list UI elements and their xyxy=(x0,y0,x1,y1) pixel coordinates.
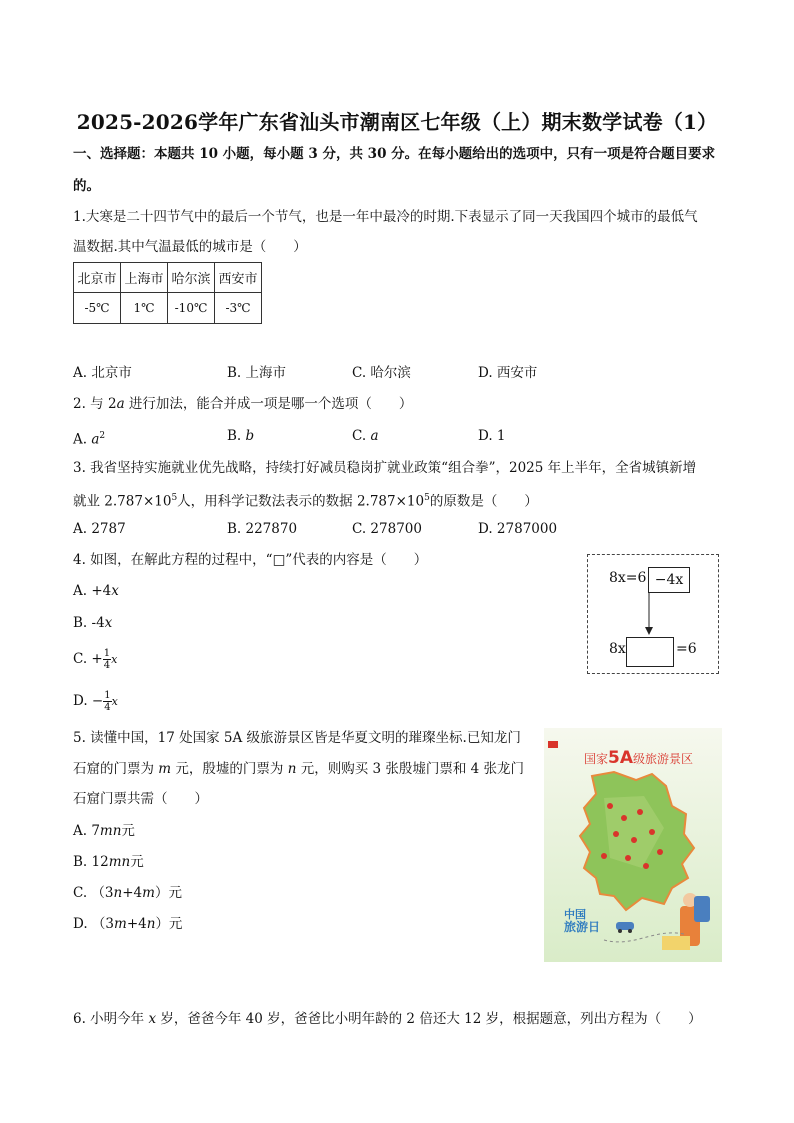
equation-transform-diagram xyxy=(587,554,719,674)
q2-option-d[interactable]: D. 1 xyxy=(478,428,506,444)
q2-option-b[interactable]: B. b xyxy=(227,428,255,444)
q1-option-b[interactable]: B. 上海市 xyxy=(227,365,287,381)
tourism-day-label: 中国 旅游日 xyxy=(564,908,601,934)
section-header-line1: 一、选择题：本题共 10 小题，每小题 3 分，共 30 分。在每小题给出的选项中，只有一项是符合题目要求 xyxy=(73,146,716,162)
table-header-cell: 哈尔滨 xyxy=(168,263,215,293)
q2-option-a[interactable]: A. $a^2$ xyxy=(73,431,106,448)
table-header-cell: 北京市 xyxy=(74,263,121,293)
q1-option-c[interactable]: C. 哈尔滨 xyxy=(352,365,411,381)
section-header-line2: 的。 xyxy=(73,178,100,194)
arrow-down-icon xyxy=(643,593,663,637)
table-value-cell: -10℃ xyxy=(168,293,215,324)
q3-stem-line2: 就业 $2.787\times 10^5$人，用科学记数法表示的数据 $2.787\times 10^5$的原数是（ ） xyxy=(73,493,538,510)
q1-stem-line2: 温数据.其中气温最低的城市是（ ） xyxy=(73,239,307,255)
q5-option-b[interactable]: B. 12mn元 xyxy=(73,854,144,870)
q4-option-c[interactable]: C. + $\frac{1}{4}$ x xyxy=(73,648,118,671)
q1-option-d[interactable]: D. 西安市 xyxy=(478,365,538,381)
diagram-bottom-left: 8x xyxy=(609,641,626,657)
q5-option-a[interactable]: A. 7mn元 xyxy=(73,823,135,839)
fraction-one-quarter: $\frac{1}{4}$ xyxy=(104,690,111,713)
q5-stem-line1: 5. 读懂中国，17 处国家 5A 级旅游景区皆是华夏文明的璀璨坐标.已知龙门 xyxy=(73,730,521,746)
poster-heading: 国家5A级旅游景区 xyxy=(584,748,694,768)
q5-option-c[interactable]: C. （3n+4m）元 xyxy=(73,885,182,901)
q5-stem-line3: 石窟门票共需（ ） xyxy=(73,791,208,807)
q6-stem: 6. 小明今年 x 岁，爸爸今年 40 岁，爸爸比小明年龄的 2 倍还大 12 岁，根据题意，列出方程为（ ） xyxy=(73,1011,702,1027)
q4-stem: 4. 如图，在解此方程的过程中，“□”代表的内容是（ ） xyxy=(73,552,428,568)
q4-option-a[interactable]: A. +4x xyxy=(73,583,119,599)
q1-option-a[interactable]: A. 北京市 xyxy=(73,365,132,381)
table-value-cell: -3℃ xyxy=(215,293,262,324)
q1-stem-line1: 1.大寒是二十四节气中的最后一个节气，也是一年中最冷的时期.下表显示了同一天我国四个城市的最低气 xyxy=(73,209,698,225)
q4-option-b[interactable]: B. -4x xyxy=(73,615,113,631)
exam-title: 2025-2026学年广东省汕头市潮南区七年级（上）期末数学试卷（1） xyxy=(76,110,718,134)
q3-option-b[interactable]: B. 227870 xyxy=(227,521,298,537)
car-icon xyxy=(616,922,634,930)
q5-option-d[interactable]: D. （3m+4n）元 xyxy=(73,916,183,932)
diagram-blank-box xyxy=(626,637,674,667)
table-value-cell: -5℃ xyxy=(74,293,121,324)
q3-option-c[interactable]: C. 278700 xyxy=(352,521,422,537)
q3-option-d[interactable]: D. 2787000 xyxy=(478,521,558,537)
diagram-bottom-right: =6 xyxy=(676,641,697,657)
q3-option-a[interactable]: A. 2787 xyxy=(73,521,126,537)
brand-logo-icon xyxy=(548,741,558,748)
diagram-top-box: −4x xyxy=(648,567,690,593)
q2-stem: 2. 与 2a 进行加法，能合并成一项是哪一个选项（ ） xyxy=(73,396,413,412)
q5-stem-line2: 石窟的门票为 m 元，殷墟的门票为 n 元，则购买 3 张殷墟门票和 4 张龙门 xyxy=(73,761,525,777)
diagram-top-equation: 8x=6 xyxy=(609,570,647,586)
table-header-cell: 西安市 xyxy=(215,263,262,293)
tourism-poster-image xyxy=(544,728,722,962)
table-value-cell: 1℃ xyxy=(121,293,168,324)
table-header-cell: 上海市 xyxy=(121,263,168,293)
temperature-table xyxy=(73,262,262,324)
fraction-one-quarter: $\frac{1}{4}$ xyxy=(103,648,111,671)
q4-option-d[interactable]: D. − $\frac{1}{4}$ x xyxy=(73,690,118,713)
q2-option-c[interactable]: C. a xyxy=(352,428,379,444)
q3-stem-line1: 3. 我省坚持实施就业优先战略，持续打好减员稳岗扩就业政策“组合拳”，2025 年上半年，全省城镇新增 xyxy=(73,460,697,476)
